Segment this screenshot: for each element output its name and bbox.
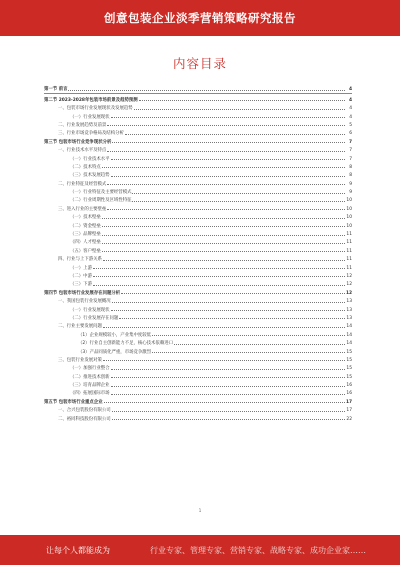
toc-entry-page: 14 [346,332,352,338]
toc-entry-label: （五）客户壁垒 [70,248,101,254]
toc-leader-dots [111,376,345,378]
toc-entry-page: 15 [346,349,352,355]
toc-entry-label: （四）人才壁垒 [70,240,101,246]
footer-roles: 行业专家、管理专家、营销专家、战略专家、成功企业家…… [150,545,366,555]
toc-entry-page: 17 [346,408,352,414]
toc-entry-page: 15 [346,374,352,380]
toc-entry-label: 二、行业特征及经营模式 [58,181,107,187]
toc-entry-page: 11 [346,232,352,238]
toc-entry-page: 12 [346,290,352,296]
toc-entry-label: （一）上游 [70,265,92,271]
toc-entry-page: 15 [346,366,352,372]
report-header [0,0,400,36]
toc-entry-label: 二、行业发展趋势及前景 [58,122,107,128]
toc-entry[interactable] [44,380,352,388]
toc-entry-label: （三）培育品牌企业 [70,383,110,389]
toc-entry[interactable] [44,396,352,404]
toc-leader-dots [121,292,345,294]
toc-leader-dots [111,393,345,395]
toc-entry[interactable] [44,120,352,128]
toc-leader-dots [111,368,345,370]
toc-leader-dots [107,183,345,185]
toc-entry-label: 二、行业主要发展问题 [58,324,102,330]
toc-entry-page: 7 [348,139,352,145]
toc-entry-page: 11 [346,240,352,246]
toc-entry-label: 三、行业市场竞争格局及结构分析 [58,131,124,137]
toc-entry-page: 4 [348,87,352,93]
toc-entry-page: 16 [346,391,352,397]
toc-entry[interactable] [44,388,352,396]
toc-entry-label: （一）行业特征及主要经营模式 [70,190,132,196]
toc-entry[interactable] [44,128,352,136]
toc-leader-dots [102,250,345,252]
toc-entry[interactable] [44,94,352,102]
toc-entry[interactable] [44,413,352,421]
toc-leader-dots [152,351,345,353]
toc-entry[interactable] [44,321,352,329]
toc-entry-page: 13 [346,315,352,321]
toc-entry[interactable] [44,237,352,245]
toc-entry-page: 10 [346,223,352,229]
toc-entry-page: 10 [346,198,352,204]
toc-entry-page: 11 [346,265,352,271]
footer-banner [0,535,400,565]
report-title: 创意包装企业淡季营销策略研究报告 [104,11,296,25]
toc-entry[interactable] [44,254,352,262]
toc-entry-label: 三、包装行业发展对策 [58,357,102,363]
toc-entry-page: 16 [346,383,352,389]
toc-entry-page: 13 [346,299,352,305]
toc-leader-dots [107,150,345,152]
toc-entry[interactable] [44,212,352,220]
toc-leader-dots [111,175,345,177]
toc-entry-label: （三）下游 [70,282,92,288]
toc-entry-page: 14 [346,341,352,347]
toc-leader-dots [93,267,345,269]
toc-entry[interactable] [44,170,352,178]
toc-entry-label: （二）中游 [70,273,92,279]
toc-entry[interactable] [44,329,352,337]
toc-entry-label: 一、包装市场行业发展现状及发展趋势 [58,106,133,112]
toc-entry-label: （2）行业自主创新能力不足，核心技术依赖进口 [78,341,173,347]
toc-entry-label: （一）行业发展现状 [70,307,110,313]
toc-entry-label: （四）拓展国际市场 [70,391,110,397]
toc-leader-dots [111,116,345,118]
toc-entry-page: 11 [346,257,352,263]
toc-entry-page: 4 [349,114,352,120]
toc-leader-dots [112,410,345,412]
toc-entry-label: （3）产品同质化严重，市场竞争激烈 [78,349,152,355]
toc-leader-dots [132,192,345,194]
toc-entry[interactable] [44,203,352,211]
toc-entry[interactable] [44,220,352,228]
toc-leader-dots [102,234,345,236]
toc-entry-label: 一、我国包装行业发展概况 [58,299,111,305]
toc-entry-label: 第五节 包装市场行业重点企业 [44,399,103,405]
toc-entry[interactable] [44,279,352,287]
toc-leader-dots [103,359,345,361]
toc-entry[interactable] [44,363,352,371]
toc-entry[interactable] [44,245,352,253]
toc-entry[interactable] [44,371,352,379]
toc-leader-dots [93,275,345,277]
toc-leader-dots [132,200,345,202]
toc-entry[interactable] [44,346,352,354]
toc-entry-label: 二、裕同科技股份有限公司 [58,416,111,422]
toc-entry[interactable] [44,195,352,203]
toc-entry[interactable] [44,405,352,413]
toc-entry[interactable] [44,84,352,92]
toc-leader-dots [111,158,345,160]
table-of-contents [44,84,352,422]
toc-entry-page: 8 [349,173,352,179]
toc-entry-label: （一）行业技术水平 [70,156,110,162]
toc-entry[interactable] [44,178,352,186]
toc-entry-page: 6 [349,131,352,137]
toc-entry-page: 10 [346,206,352,212]
toc-entry-page: 14 [346,324,352,330]
toc-entry-label: （二）行业发展存在问题 [70,315,119,321]
toc-leader-dots [112,301,345,303]
toc-entry-label: （三）品牌壁垒 [70,232,101,238]
toc-leader-dots [112,418,345,420]
toc-leader-dots [107,208,345,210]
toc-leader-dots [107,124,345,126]
toc-entry[interactable] [44,355,352,363]
toc-entry-page: 11 [346,248,352,254]
toc-entry-page: 5 [349,122,352,128]
toc-entry-page: 17 [346,399,352,405]
toc-leader-dots [119,317,345,319]
toc-entry-page: 12 [346,282,352,288]
toc-entry[interactable] [44,153,352,161]
toc-entry-page: 8 [349,164,352,170]
toc-leader-dots [152,334,345,336]
toc-leader-dots [93,284,345,286]
toc-entry-label: （一）技术壁垒 [70,215,101,221]
toc-entry[interactable] [44,103,352,111]
footer-slogan: 让每个人都能成为 [46,545,110,555]
toc-leader-dots [103,259,345,261]
toc-entry[interactable] [44,162,352,170]
toc-leader-dots [102,225,345,227]
toc-leader-dots [111,385,345,387]
toc-entry-label: 三、进入行业的主要壁垒 [58,206,107,212]
toc-entry[interactable] [44,136,352,144]
toc-entry-label: 第一节 前言 [44,87,68,93]
toc-entry-label: （二）资金壁垒 [70,223,101,229]
toc-leader-dots [102,217,345,219]
toc-entry-label: 第三节 包装市场行业竞争现状分析 [44,139,112,145]
toc-leader-dots [139,99,345,101]
toc-title: 内容目录 [172,56,227,71]
toc-entry-page: 22 [346,416,352,422]
toc-leader-dots [102,242,345,244]
toc-leader-dots [68,89,345,91]
toc-entry-page: 4 [349,106,352,112]
toc-entry-label: （一）行业发展现状 [70,114,110,120]
toc-entry-label: （一）加强行业整合 [70,366,110,372]
toc-leader-dots [134,108,345,110]
toc-entry-page: 15 [346,357,352,363]
toc-entry-label: （三）技术发展趋势 [70,173,110,179]
toc-entry[interactable] [44,296,352,304]
toc-entry[interactable] [44,187,352,195]
toc-entry[interactable] [44,229,352,237]
toc-entry-label: （二）技术特点 [70,164,101,170]
toc-leader-dots [112,141,345,143]
toc-entry[interactable] [44,287,352,295]
toc-entry-page: 7 [349,156,352,162]
toc-entry-label: （二）推进技术创新 [70,374,110,380]
toc-entry-page: 4 [348,97,352,103]
toc-entry[interactable] [44,271,352,279]
toc-entry-label: （二）行业周期性及区域性特征 [70,198,132,204]
toc-entry-page: 9 [349,181,352,187]
toc-entry-page: 13 [346,307,352,313]
toc-entry-page: 12 [346,273,352,279]
toc-entry-label: 第二节 2023-2028年包装市场前景及趋势预测 [44,97,138,103]
toc-entry[interactable] [44,304,352,312]
toc-entry[interactable] [44,145,352,153]
toc-entry-page: 10 [346,215,352,221]
page-number: 1 [198,508,202,513]
toc-entry-label: （1）企业规模较小，产业集中度较低 [78,332,152,338]
toc-leader-dots [102,166,345,168]
toc-entry-page: 9 [349,190,352,196]
toc-entry-label: 一、行业技术水平及特点 [58,148,107,154]
toc-entry[interactable] [44,313,352,321]
toc-entry[interactable] [44,111,352,119]
toc-entry-label: 第四节 包装市场行业发展存在问题分析 [44,290,121,296]
toc-entry-label: 一、合兴包装股份有限公司 [58,408,111,414]
toc-leader-dots [174,343,345,345]
toc-leader-dots [103,326,345,328]
toc-leader-dots [111,309,345,311]
toc-leader-dots [104,401,345,403]
toc-entry[interactable] [44,262,352,270]
toc-entry-page: 7 [349,148,352,154]
toc-leader-dots [125,133,345,135]
toc-entry-label: 四、行业与上下游关系 [58,257,102,263]
toc-entry[interactable] [44,338,352,346]
